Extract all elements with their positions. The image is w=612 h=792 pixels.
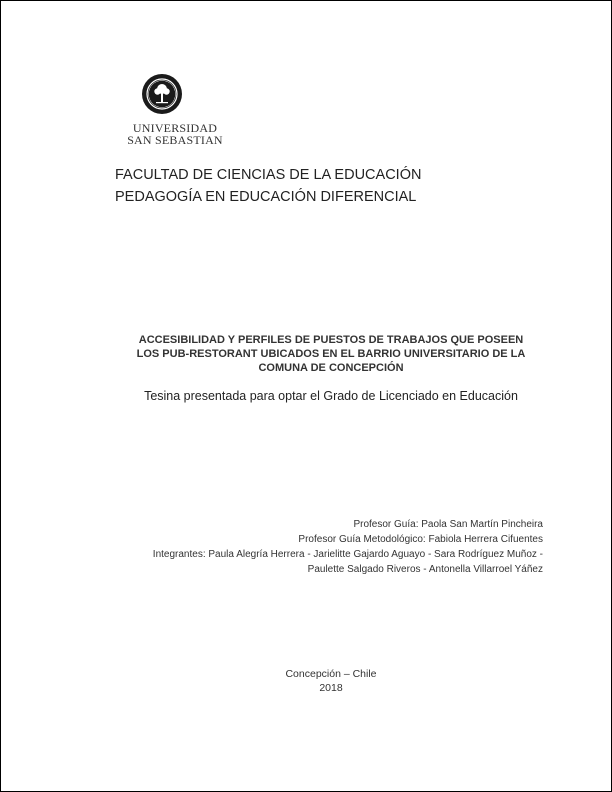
thesis-subtitle: Tesina presentada para optar el Grado de Licenciado en Educación: [144, 389, 518, 403]
university-name-line2: SAN SEBASTIAN: [127, 133, 223, 147]
place-and-date: [231, 667, 431, 695]
university-name-line1: UNIVERSIDAD: [132, 121, 218, 135]
thesis-title-line3: COMUNA DE CONCEPCIÓN: [258, 362, 404, 374]
methodology-professor: Profesor Guía Metodológico: Fabiola Herrera Cifuentes: [298, 534, 543, 545]
credits-block: [153, 517, 543, 577]
thesis-title: [61, 333, 601, 375]
university-seal-icon: [141, 73, 183, 115]
members-line2: Paulette Salgado Riveros - Antonella Villarroel Yáñez: [307, 564, 543, 575]
thesis-title-line1: ACCESIBILIDAD Y PERFILES DE PUESTOS DE TRABAJOS QUE POSEEN: [138, 334, 524, 346]
program-name: PEDAGOGÍA EN EDUCACIÓN DIFERENCIAL: [115, 189, 417, 205]
faculty-name: FACULTAD DE CIENCIAS DE LA EDUCACIÓN: [115, 167, 422, 183]
city: Concepción – Chile: [285, 668, 377, 680]
guide-professor: Profesor Guía: Paola San Martín Pincheira: [353, 519, 543, 530]
year: 2018: [319, 682, 343, 694]
faculty-heading: [115, 164, 421, 208]
thesis-title-line2: LOS PUB-RESTORANT UBICADOS EN EL BARRIO UNIVERSITARIO DE LA: [136, 348, 526, 360]
members-line1: Integrantes: Paula Alegría Herrera - Jarielitte Gajardo Aguayo - Sara Rodríguez Muñoz -: [152, 549, 543, 560]
